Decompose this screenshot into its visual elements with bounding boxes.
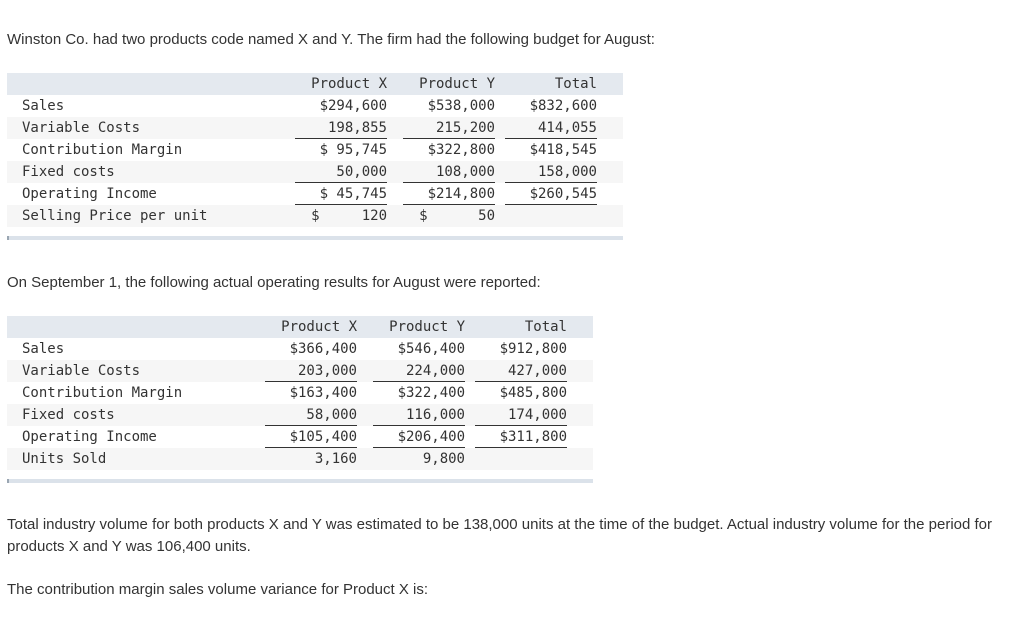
actual-row-variable-costs bbox=[7, 360, 593, 382]
row-label: Variable Costs bbox=[7, 117, 287, 139]
cell-product-x: 198,855 bbox=[295, 118, 387, 139]
mid-text: On September 1, the following actual operating results for August were reported: bbox=[7, 274, 541, 291]
row-label: Variable Costs bbox=[7, 360, 257, 382]
cell-total bbox=[475, 448, 593, 470]
actual-header-blank bbox=[7, 316, 257, 338]
cell-product-x: 3,160 bbox=[257, 448, 366, 470]
row-label: Operating Income bbox=[22, 186, 157, 202]
cell-product-y: 224,000 bbox=[373, 361, 465, 382]
actual-row-operating-income bbox=[7, 426, 593, 448]
budget-header-row bbox=[7, 73, 623, 95]
row-label: Sales bbox=[22, 341, 65, 357]
cell-product-y: $322,400 bbox=[397, 385, 465, 401]
row-label: Contribution Margin bbox=[22, 142, 183, 158]
cell-total bbox=[505, 205, 623, 227]
budget-header-product-x: Product X bbox=[287, 73, 396, 95]
row-label: Selling Price per unit bbox=[7, 205, 287, 227]
actual-table-footer bbox=[7, 479, 593, 483]
intro-text: Winston Co. had two products code named X and Y. The firm had the following budget for August: bbox=[7, 31, 655, 48]
cell-total: 414,055 bbox=[505, 118, 597, 139]
cell-product-y: $538,000 bbox=[427, 98, 495, 114]
budget-row-operating-income bbox=[7, 183, 623, 205]
budget-row-fixed-costs bbox=[7, 161, 623, 183]
cell-product-y: $322,800 bbox=[427, 142, 495, 158]
cell-product-y: $546,400 bbox=[397, 341, 465, 357]
row-label: Units Sold bbox=[7, 448, 257, 470]
actual-header-product-x: Product X bbox=[257, 316, 366, 338]
cell-product-x: 58,000 bbox=[265, 405, 357, 426]
budget-header-product-y: Product Y bbox=[396, 73, 505, 95]
cell-total: 174,000 bbox=[475, 405, 567, 426]
cell-product-x: 50,000 bbox=[295, 162, 387, 183]
cell-total: 158,000 bbox=[505, 162, 597, 183]
row-label: Operating Income bbox=[22, 429, 157, 445]
cell-total: 427,000 bbox=[475, 361, 567, 382]
actual-header-product-y: Product Y bbox=[366, 316, 475, 338]
cell-product-x: 203,000 bbox=[265, 361, 357, 382]
row-label: Fixed costs bbox=[7, 404, 257, 426]
cell-product-x: $ 120 bbox=[287, 205, 396, 227]
actual-header-total: Total bbox=[475, 316, 593, 338]
cell-total: $260,545 bbox=[505, 184, 597, 205]
actual-row-contribution-margin bbox=[7, 382, 593, 404]
cell-product-y: 108,000 bbox=[403, 162, 495, 183]
cell-product-y: 9,800 bbox=[366, 448, 475, 470]
actual-header-row bbox=[7, 316, 593, 338]
cell-product-x: $ 95,745 bbox=[319, 142, 387, 158]
budget-header-total: Total bbox=[505, 73, 623, 95]
cell-product-x: $105,400 bbox=[265, 427, 357, 448]
budget-table-footer bbox=[7, 236, 623, 240]
cell-total: $912,800 bbox=[499, 341, 567, 357]
cell-product-y: 215,200 bbox=[403, 118, 495, 139]
cell-product-x: $366,400 bbox=[289, 341, 357, 357]
cell-product-x: $294,600 bbox=[319, 98, 387, 114]
actual-row-fixed-costs bbox=[7, 404, 593, 426]
cell-total: $311,800 bbox=[475, 427, 567, 448]
budget-row-variable-costs bbox=[7, 117, 623, 139]
budget-row-selling-price bbox=[7, 205, 623, 227]
question-text: The contribution margin sales volume variance for Product X is: bbox=[7, 581, 429, 598]
industry-text: Total industry volume for both products X and Y was estimated to be 138,000 units at the time of the budget. Actual industry volume for the period for products X and Y was 106,400 units. bbox=[7, 516, 993, 555]
cell-product-y: $214,800 bbox=[403, 184, 495, 205]
actual-table bbox=[7, 316, 593, 470]
cell-product-y: $ 50 bbox=[396, 205, 505, 227]
budget-row-contribution-margin bbox=[7, 139, 623, 161]
cell-total: $832,600 bbox=[529, 98, 597, 114]
row-label: Fixed costs bbox=[7, 161, 287, 183]
cell-product-x: $163,400 bbox=[289, 385, 357, 401]
cell-total: $485,800 bbox=[499, 385, 567, 401]
budget-row-sales bbox=[7, 95, 623, 117]
cell-product-y: $206,400 bbox=[373, 427, 465, 448]
cell-total: $418,545 bbox=[529, 142, 597, 158]
cell-product-y: 116,000 bbox=[373, 405, 465, 426]
actual-row-sales bbox=[7, 338, 593, 360]
budget-header-blank bbox=[7, 73, 287, 95]
actual-row-units-sold bbox=[7, 448, 593, 470]
budget-table bbox=[7, 73, 623, 227]
cell-product-x: $ 45,745 bbox=[295, 184, 387, 205]
row-label: Sales bbox=[22, 98, 65, 114]
row-label: Contribution Margin bbox=[22, 385, 183, 401]
